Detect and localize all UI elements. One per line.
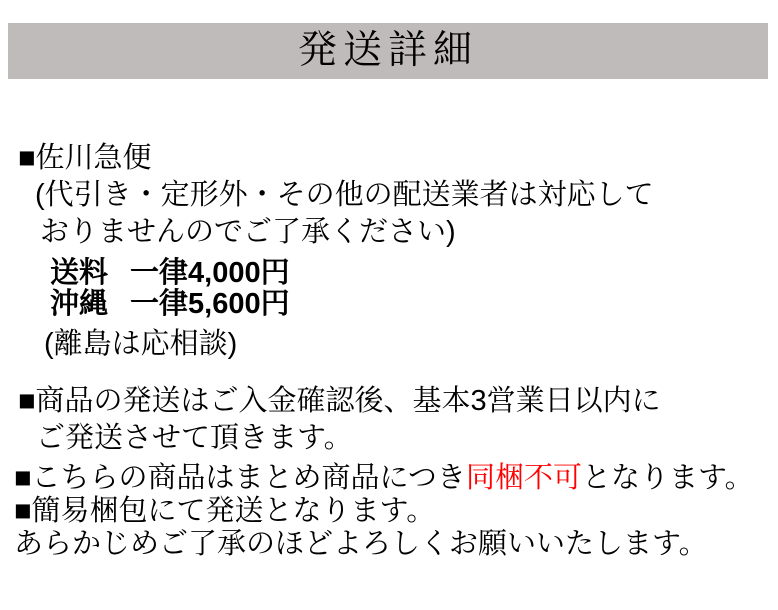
dispatch-note-line2: ご発送させて頂きます。: [36, 422, 353, 454]
remote-island-note: (離島は応相談): [44, 328, 238, 360]
okinawa-fee-line: [50, 289, 290, 321]
dispatch-note-line1: ■商品の発送はご入金確認後、基本3営業日以内に: [18, 385, 661, 417]
header-bar: [8, 23, 768, 79]
packaging-note-line: ■簡易梱包にて発送となります。: [14, 495, 436, 527]
shipping-fee-value: 一律4,000円: [130, 257, 290, 289]
no-bundle-prefix: ■こちらの商品はまとめ商品につき: [14, 462, 466, 494]
shipping-fee-line: [50, 258, 290, 290]
carrier-name-line: ■佐川急便: [18, 142, 152, 174]
carrier-note-line1: (代引き・定形外・その他の配送業者は対応して: [35, 179, 654, 211]
closing-note-line: あらかじめご了承のほどよろしくお願いいたします。: [14, 528, 708, 560]
no-bundle-suffix: となります。: [581, 462, 754, 494]
no-bundle-highlight: 同梱不可: [465, 462, 582, 494]
page-title: 発送詳細: [297, 29, 478, 72]
okinawa-fee-value: 一律5,600円: [130, 288, 290, 320]
okinawa-fee-label: 沖縄: [50, 288, 109, 320]
no-bundle-note-line: [14, 463, 754, 495]
shipping-fee-label: 送料: [50, 257, 109, 289]
carrier-note-line2: おりませんのでご了承ください): [40, 216, 456, 248]
